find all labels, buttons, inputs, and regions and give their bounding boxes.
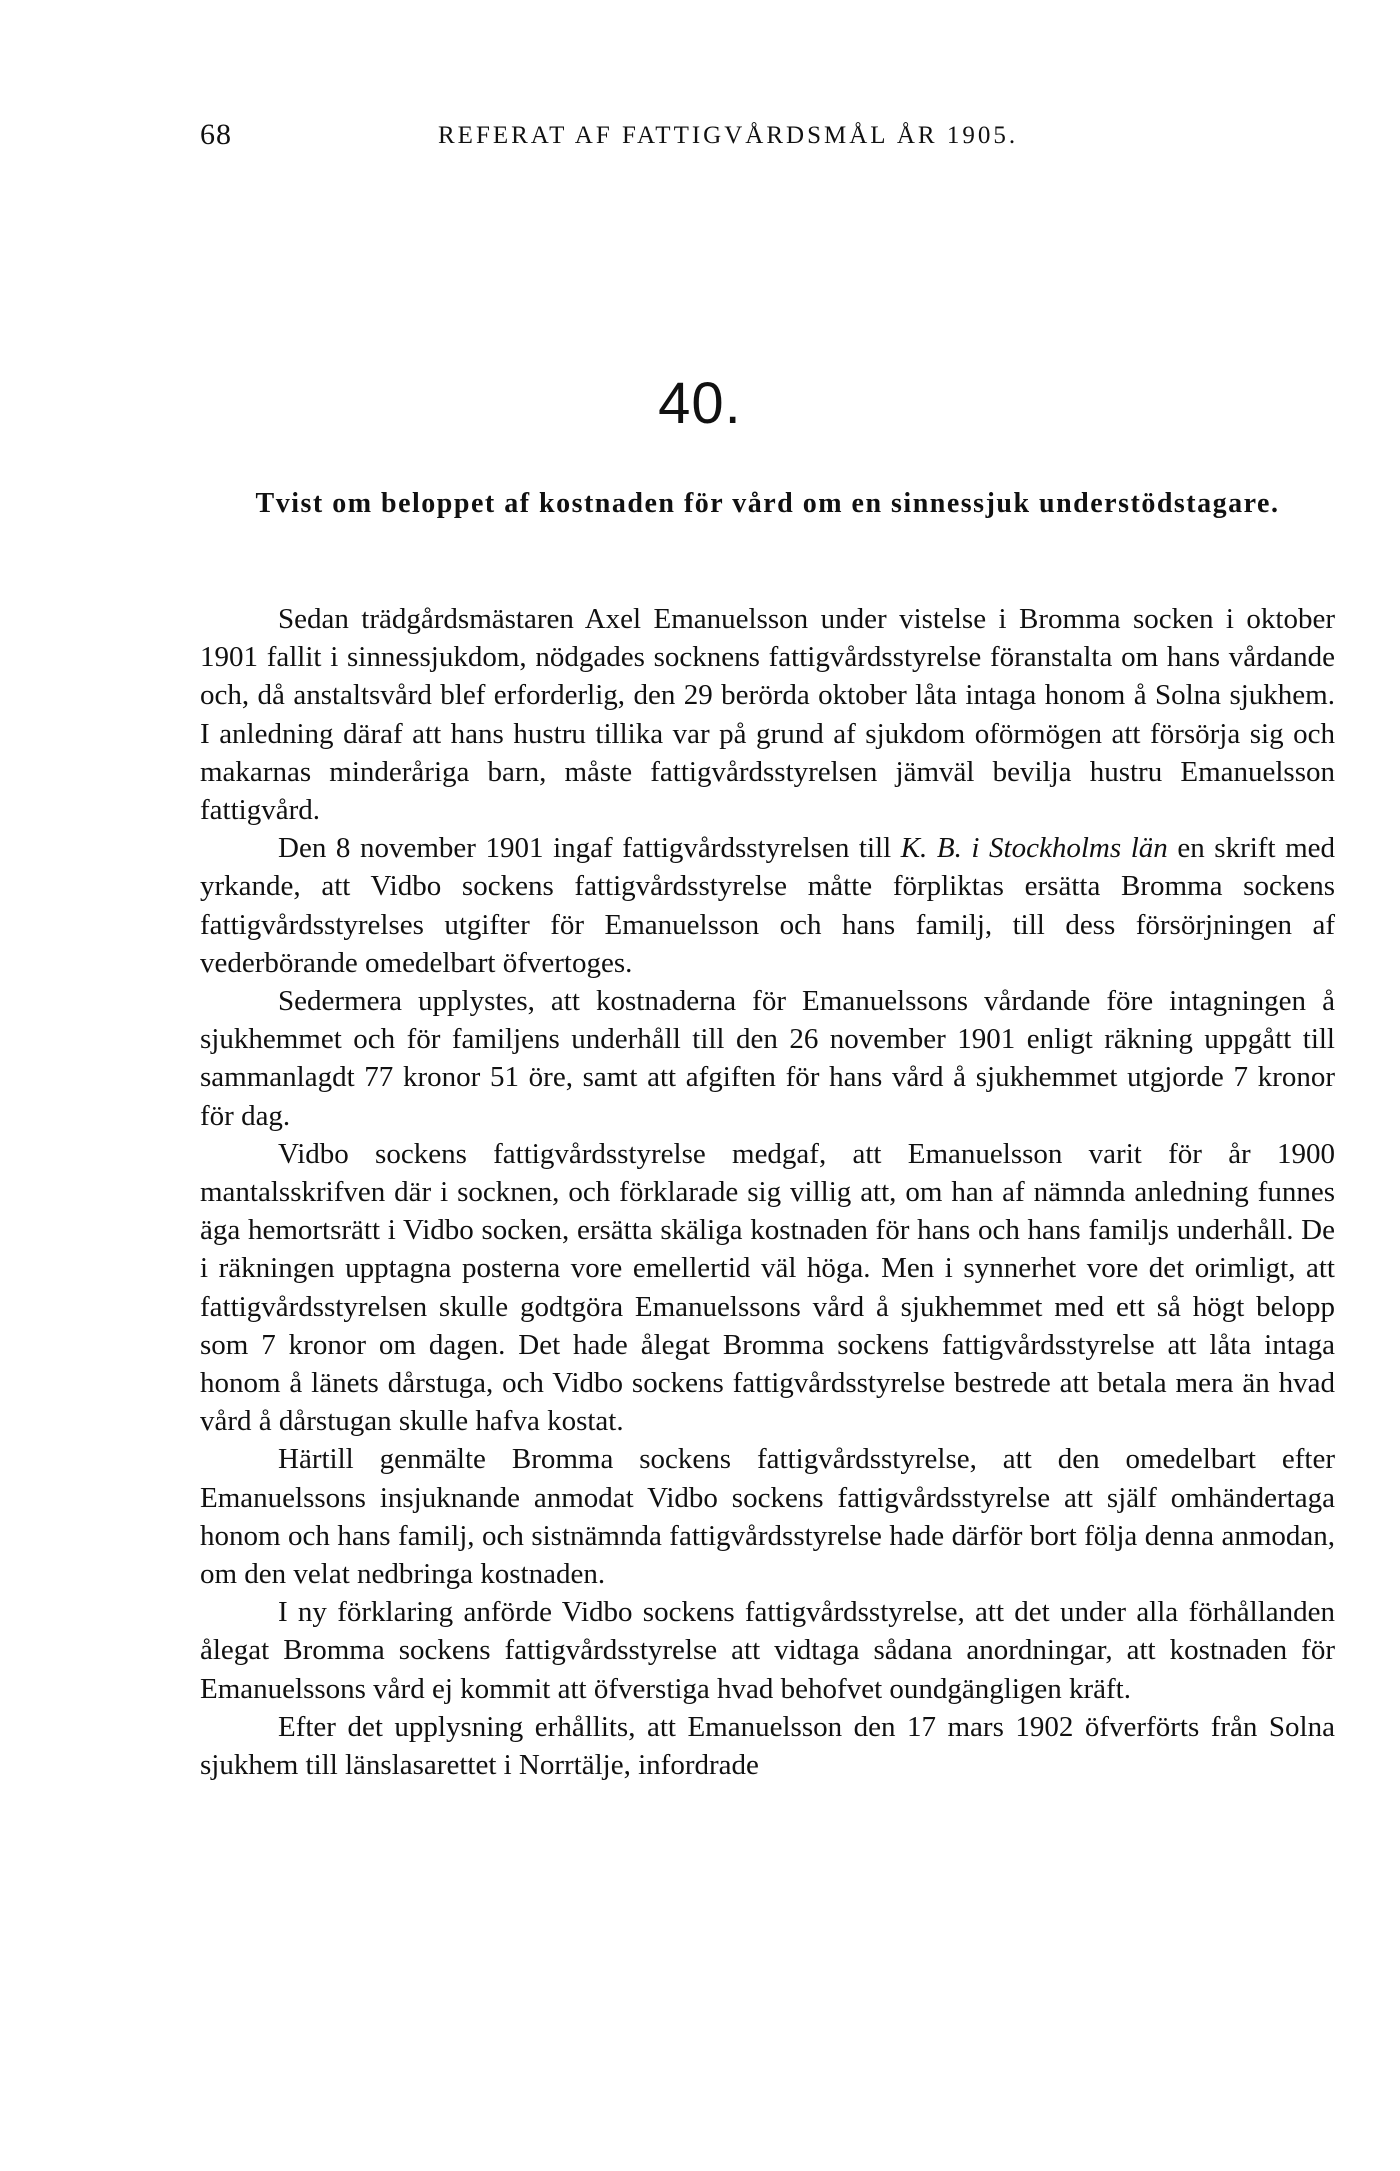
running-title: REFERAT AF FATTIGVÅRDSMÅL ÅR 1905. (438, 122, 1019, 149)
paragraph: Sedermera upplystes, att kostnaderna för Emanuelssons vårdande före intagningen å sjukhemmet och för familjens underhåll till den 26 november 1901 enligt räkning uppgått till sammanlagdt 77 kronor 51 öre, samt att afgiften för hans vård å sjukhemmet utgjorde 7 kronor för dag. (200, 985, 1335, 1132)
paragraph: Sedan trädgårdsmästaren Axel Emanuelsson under vistelse i Bromma socken i oktober 1901 fallit i sinnessjukdom, nödgades socknens fattigvårdsstyrelse föranstalta om hans vårdande och, då anstaltsvård blef erforderlig, den 29 berörda oktober låta intaga honom å Solna sjukhem. I anledning däraf att hans hustru tillika var på grund af sjukdom oförmögen att försörja sig och makarnas minderåriga barn, måste fattigvårdsstyrelsen jämväl bevilja hustru Emanuelsson fattigvård. (200, 603, 1335, 827)
page-header (200, 118, 1330, 158)
page-number: 68 (200, 118, 232, 151)
body-text (200, 600, 1335, 1784)
case-title: Tvist om beloppet af kostnaden för vård om en sinnessjuk understödstagare. (255, 488, 1280, 519)
paragraph (200, 829, 1335, 982)
paragraph: Efter det upplysning erhållits, att Emanuelsson den 17 mars 1902 öfverförts från Solna sjukhem till länslasarettet i Norrtälje, infordrade (200, 1710, 1335, 1782)
paragraph-text: Den 8 november 1901 ingaf fattigvårdsstyrelsen till (278, 832, 892, 865)
paragraph: I ny förklaring anförde Vidbo sockens fattigvårdsstyrelse, att det under alla förhållanden ålegat Bromma sockens fattigvårdsstyrelse att vidtaga sådana anordningar, att kostnaden för Emanuelssons vård ej kommit att öfverstiga hvad behofvet oundgängligen kräft. (200, 1596, 1335, 1705)
case-number: 40. (658, 371, 742, 436)
paragraph: Vidbo sockens fattigvårdsstyrelse medgaf, att Emanuelsson varit för år 1900 mantalsskrifven där i socknen, och förklarade sig villig att, om han af nämnda anledning funnes äga hemortsrätt i Vidbo socken, ersätta skäliga kostnaden för hans och hans familjs underhåll. De i räkningen upptagna posterna vore emellertid väl höga. Men i synnerhet vore det orimligt, att fattigvårdsstyrelsen skulle godtgöra Emanuelssons vård å sjukhemmet med ett så högt belopp som 7 kronor om dagen. Det hade ålegat Bromma sockens fattigvårdsstyrelse att låta intaga honom å länets dårstuga, och Vidbo sockens fattigvårdsstyrelse bestrede att betala mera än hvad vård å dårstugan skulle hafva kostat. (200, 1137, 1335, 1438)
paragraph: Härtill genmälte Bromma sockens fattigvårdsstyrelse, att den omedelbart efter Emanuelssons insjuknande anmodat Vidbo sockens fattigvårdsstyrelse att själf omhändertaga honom och hans familj, och sistnämnda fattigvårdsstyrelse hade därför bort följa denna anmodan, om den velat nedbringa kostnaden. (200, 1443, 1335, 1591)
authority-name: K. B. i Stockholms län (900, 832, 1168, 865)
paragraph-text: en skrift med yrkande, att Vidbo sockens fattigvårdsstyrelse måtte förpliktas ersätta Bromma sockens fattigvårdsstyrelses utgifter för Emanuelsson och hans familj, till dess försörjningen af vederbörande omedelbart öfvertoges. (200, 832, 1336, 979)
